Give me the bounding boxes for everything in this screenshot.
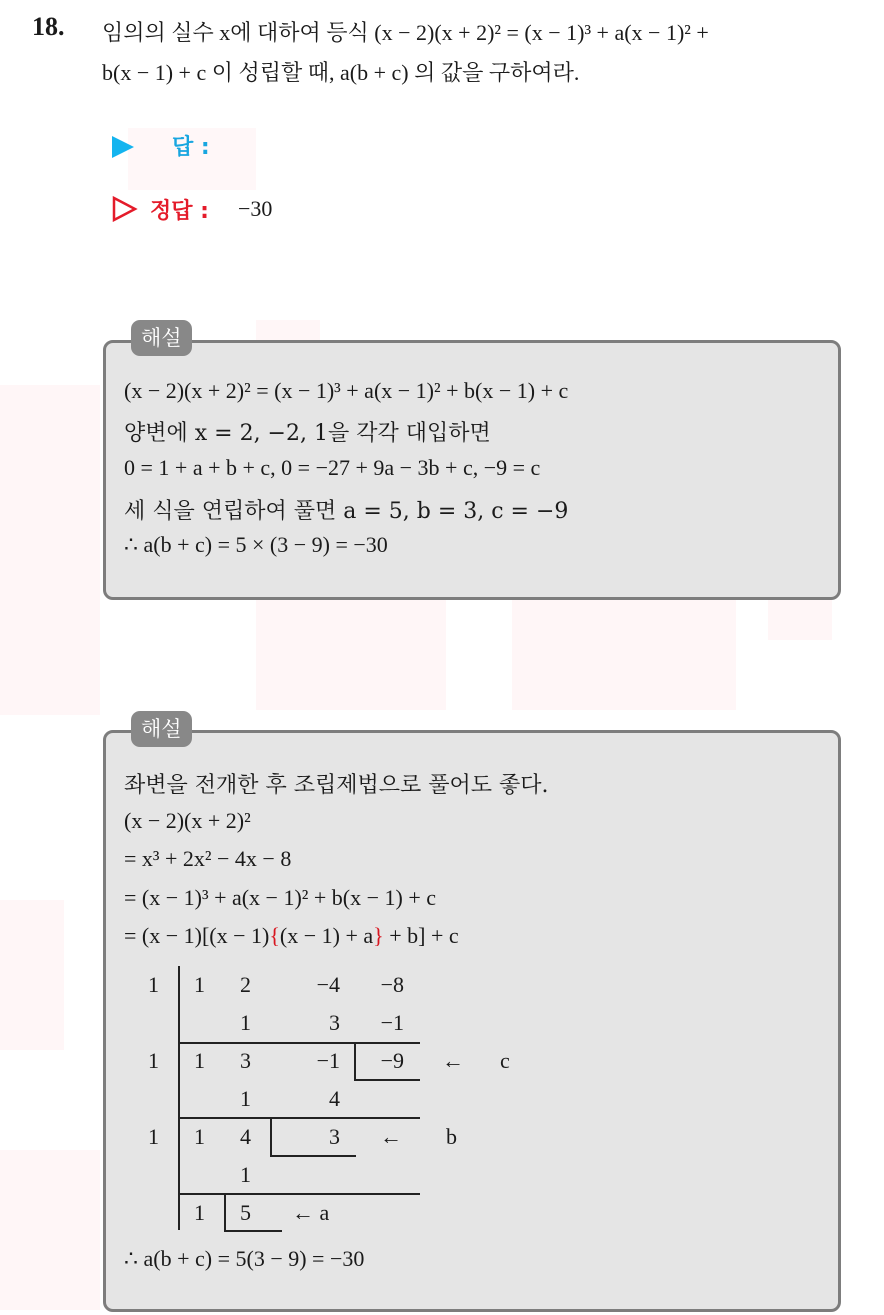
divisor-2: 1	[148, 1048, 159, 1073]
remainder-box-edge	[354, 1079, 420, 1081]
coef: 1	[194, 1200, 205, 1225]
solution1-line-5: ∴ a(b + c) = 5 × (3 − 9) = −30	[124, 532, 388, 557]
solution-tag-1: 해설	[131, 320, 192, 356]
red-brace-open: {	[269, 923, 280, 948]
nested-part-e: + b] + c	[383, 923, 459, 948]
solution2-line-4: = (x − 1)³ + a(x − 1)² + b(x − 1) + c	[124, 885, 437, 910]
remainder-box-edge	[224, 1230, 282, 1232]
solution1-line-4: 세 식을 연립하여 풀면 a = 5, b = 3, c = −9	[124, 499, 569, 524]
solution2-line-2: (x − 2)(x + 2)²	[124, 808, 251, 833]
problem-line-1: 임의의 실수 x에 대하여 등식 (x − 2)(x + 2)² = (x − 1)³ + a(x − 1)² +	[102, 20, 709, 45]
division-line	[178, 1117, 420, 1119]
correct-answer-label: 정답 :	[150, 199, 209, 224]
solution1-line-1: (x − 2)(x + 2)² = (x − 1)³ + a(x − 1)² + b(x − 1) + c	[124, 378, 569, 403]
remainder-box-edge	[354, 1042, 356, 1080]
coef: 1	[240, 1162, 251, 1187]
division-line	[178, 1193, 420, 1195]
background-mark	[768, 600, 832, 640]
solution2-line-1: 좌변을 전개한 후 조립제법으로 풀어도 좋다.	[124, 773, 549, 798]
arrow-c: ←	[442, 1048, 464, 1073]
correct-answer-value: −30	[238, 196, 273, 221]
outline-triangle-icon	[112, 196, 138, 222]
problem-number: 18.	[32, 12, 65, 41]
solution2-line-3: = x³ + 2x² − 4x − 8	[124, 846, 292, 871]
remainder-a: 5	[240, 1200, 251, 1225]
remainder-box-edge	[224, 1193, 226, 1231]
remainder-box-edge	[270, 1155, 356, 1157]
background-mark	[512, 600, 736, 710]
play-triangle-icon	[112, 136, 134, 158]
arrow-b: ←	[380, 1124, 402, 1149]
background-mark	[0, 900, 64, 1050]
coef: 1	[194, 972, 205, 997]
coef: 1	[194, 1124, 205, 1149]
coef: 3	[329, 1010, 340, 1035]
divisor-1: 1	[148, 972, 159, 997]
background-mark	[0, 1150, 100, 1310]
solution2-conclusion: ∴ a(b + c) = 5(3 − 9) = −30	[124, 1246, 365, 1271]
coef: −4	[316, 972, 340, 997]
coef: 4	[329, 1086, 340, 1111]
coef: 1	[240, 1086, 251, 1111]
label-c: c	[500, 1048, 510, 1073]
coef: −1	[316, 1048, 340, 1073]
background-mark	[0, 385, 100, 715]
solution2-line-5	[124, 923, 459, 949]
nested-part-c: (x − 1) + a	[279, 923, 374, 948]
coef: 1	[240, 1010, 251, 1035]
red-brace-close: }	[373, 923, 384, 948]
solution1-line-2: 양변에 x = 2, −2, 1을 각각 대입하면	[124, 421, 491, 446]
coef: 2	[240, 972, 251, 997]
division-vertical-line	[178, 966, 180, 1230]
label-b: b	[446, 1124, 457, 1149]
coef: −8	[380, 972, 404, 997]
solution-tag-2: 해설	[131, 711, 192, 747]
coef: −1	[380, 1010, 404, 1035]
division-line	[178, 1042, 420, 1044]
solution1-line-3: 0 = 1 + a + b + c, 0 = −27 + 9a − 3b + c, −9 = c	[124, 455, 541, 480]
coef: 3	[240, 1048, 251, 1073]
divisor-3: 1	[148, 1124, 159, 1149]
background-mark	[256, 600, 446, 710]
remainder-c: −9	[380, 1048, 404, 1073]
coef: 4	[240, 1124, 251, 1149]
remainder-box-edge	[270, 1117, 272, 1155]
background-mark	[256, 320, 320, 340]
arrow-a: ← a	[292, 1200, 330, 1225]
remainder-b: 3	[329, 1124, 340, 1149]
coef: 1	[194, 1048, 205, 1073]
problem-line-2: b(x − 1) + c 이 성립할 때, a(b + c) 의 값을 구하여라.	[102, 60, 580, 85]
nested-part-a: = (x − 1)[(x − 1)	[124, 923, 270, 948]
answer-label: 답 :	[172, 135, 210, 160]
